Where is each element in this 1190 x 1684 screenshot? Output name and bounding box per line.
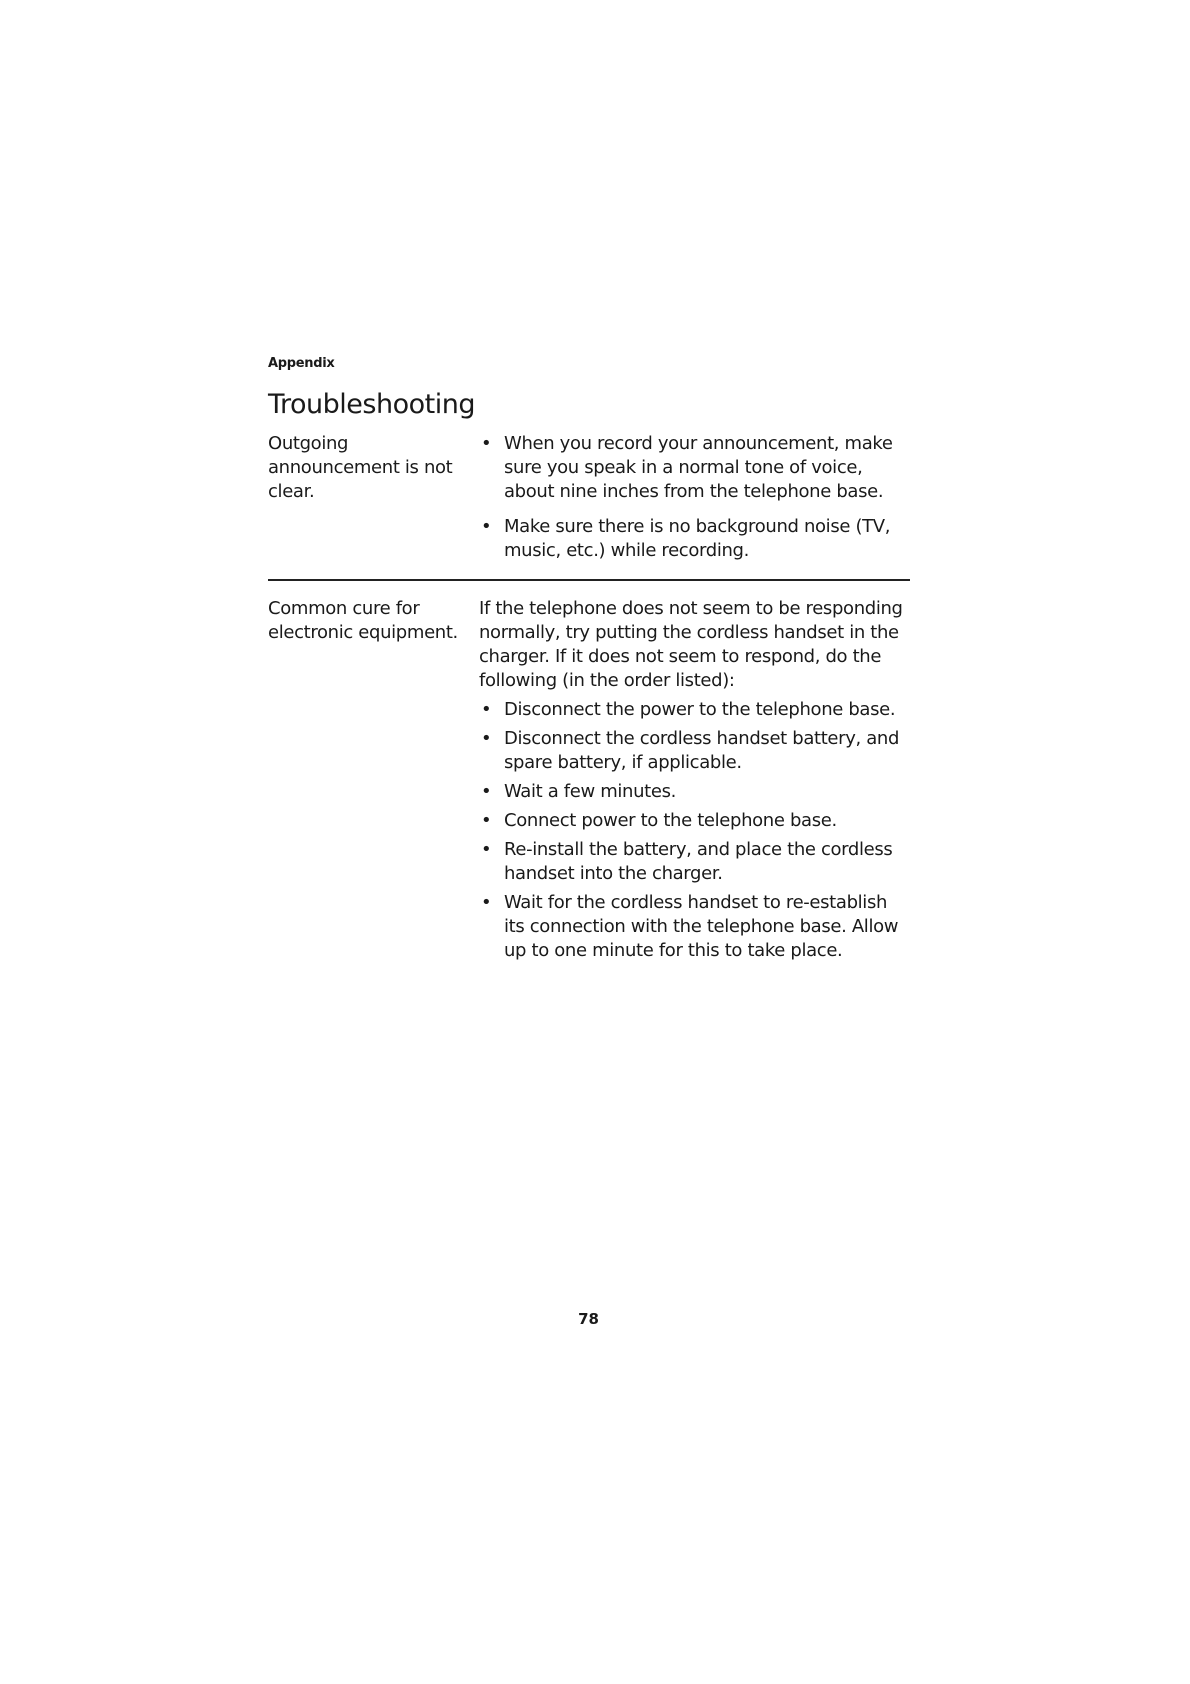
page-number: 78	[578, 1310, 599, 1328]
bullet-icon: •	[481, 728, 492, 749]
solution-list	[479, 698, 909, 963]
solution-text	[479, 432, 909, 563]
solution-list	[479, 432, 909, 563]
bullet-icon: •	[481, 892, 492, 913]
page-title: Troubleshooting	[268, 389, 475, 420]
troubleshooting-row	[268, 432, 910, 581]
problem-text: Outgoing announcement is not clear.	[268, 433, 453, 502]
list-item-text: Disconnect the power to the telephone base.	[504, 699, 896, 720]
bullet-icon: •	[481, 433, 492, 454]
solution-intro: If the telephone does not seem to be responding normally, try putting the cordless handset in the charger. If it does not seem to respond, do the following (in the order listed):	[479, 598, 903, 691]
list-item-text: Make sure there is no background noise (TV, music, etc.) while recording.	[504, 516, 891, 561]
bullet-icon: •	[481, 516, 492, 537]
list-item	[479, 698, 909, 722]
problem-text: Common cure for electronic equipment.	[268, 598, 458, 643]
bullet-icon: •	[481, 810, 492, 831]
manual-page	[268, 356, 910, 968]
list-item-text: Connect power to the telephone base.	[504, 810, 837, 831]
solution-text	[479, 597, 909, 968]
list-item	[479, 780, 909, 804]
list-item	[479, 838, 909, 886]
bullet-icon: •	[481, 699, 492, 720]
list-item	[479, 432, 909, 504]
list-item	[479, 891, 909, 963]
list-item	[479, 515, 909, 563]
bullet-icon: •	[481, 781, 492, 802]
section-label: Appendix	[268, 356, 335, 371]
list-item-text: Wait a few minutes.	[504, 781, 676, 802]
list-item-text: Re-install the battery, and place the cordless handset into the charger.	[504, 839, 893, 884]
list-item-text: When you record your announcement, make sure you speak in a normal tone of voice, about nine inches from the telephone base.	[504, 433, 893, 502]
list-item-text: Disconnect the cordless handset battery, and spare battery, if applicable.	[504, 728, 900, 773]
list-item	[479, 809, 909, 833]
bullet-icon: •	[481, 839, 492, 860]
troubleshooting-row	[268, 597, 910, 968]
list-item	[479, 727, 909, 775]
list-item-text: Wait for the cordless handset to re-establish its connection with the telephone base. Allow up to one minute for this to take place.	[504, 892, 899, 961]
